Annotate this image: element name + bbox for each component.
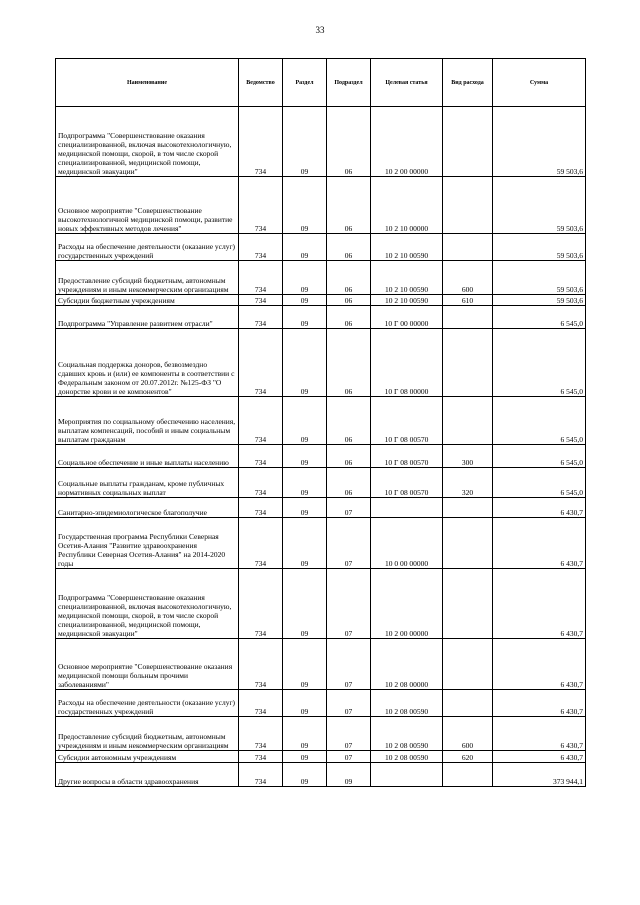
section-cell: 09 — [283, 518, 327, 569]
header-amount: Сумма — [493, 59, 586, 107]
amount-cell: 6 430,7 — [493, 518, 586, 569]
subsection-cell: 06 — [327, 177, 371, 234]
row-name-cell: Предоставление субсидий бюджетным, автономным учреждениям и иным некоммерческим организациям — [56, 261, 239, 295]
subsection-cell: 06 — [327, 306, 371, 329]
expense-type-cell — [443, 329, 493, 397]
department-cell: 734 — [239, 639, 283, 690]
header-name: Наименование — [56, 59, 239, 107]
department-cell: 734 — [239, 177, 283, 234]
department-cell: 734 — [239, 569, 283, 639]
table-row — [56, 690, 586, 717]
section-cell: 09 — [283, 569, 327, 639]
target-article-cell — [371, 498, 443, 518]
department-cell: 734 — [239, 261, 283, 295]
table-row — [56, 234, 586, 261]
section-cell: 09 — [283, 763, 327, 787]
table-row — [56, 445, 586, 468]
row-name-cell: Субсидии автономным учреждениям — [56, 751, 239, 763]
section-cell: 09 — [283, 498, 327, 518]
table-row — [56, 468, 586, 498]
department-cell: 734 — [239, 498, 283, 518]
department-cell: 734 — [239, 468, 283, 498]
table-row — [56, 518, 586, 569]
row-name-cell: Социальные выплаты гражданам, кроме публичных нормативных социальных выплат — [56, 468, 239, 498]
amount-cell: 6 545,0 — [493, 468, 586, 498]
expense-type-cell: 600 — [443, 717, 493, 751]
expense-type-cell — [443, 763, 493, 787]
expense-type-cell: 610 — [443, 295, 493, 306]
section-cell: 09 — [283, 329, 327, 397]
table-row — [56, 107, 586, 177]
target-article-cell: 10 Г 08 00570 — [371, 468, 443, 498]
row-name-cell: Подпрограмма "Управление развитием отрасли" — [56, 306, 239, 329]
target-article-cell: 10 Г 08 00000 — [371, 329, 443, 397]
row-name-cell: Санитарно-эпидемиологическое благополучие — [56, 498, 239, 518]
department-cell: 734 — [239, 717, 283, 751]
table-row — [56, 639, 586, 690]
section-cell: 09 — [283, 690, 327, 717]
subsection-cell: 09 — [327, 763, 371, 787]
header-department: Ведомство — [239, 59, 283, 107]
subsection-cell: 06 — [327, 234, 371, 261]
subsection-cell: 06 — [327, 445, 371, 468]
amount-cell: 59 503,6 — [493, 295, 586, 306]
amount-cell: 59 503,6 — [493, 261, 586, 295]
amount-cell: 6 430,7 — [493, 717, 586, 751]
amount-cell: 59 503,6 — [493, 234, 586, 261]
section-cell: 09 — [283, 751, 327, 763]
row-name-cell: Социальная поддержка доноров, безвозмездно сдавших кровь и (или) ее компоненты в соответствии с Федеральным законом от 20.07.2012г. №125-ФЗ "О донорстве крови и ее компонентов" — [56, 329, 239, 397]
expense-type-cell — [443, 569, 493, 639]
section-cell: 09 — [283, 107, 327, 177]
amount-cell: 6 545,0 — [493, 306, 586, 329]
subsection-cell: 07 — [327, 717, 371, 751]
expense-type-cell: 320 — [443, 468, 493, 498]
section-cell: 09 — [283, 717, 327, 751]
amount-cell: 6 430,7 — [493, 690, 586, 717]
subsection-cell: 06 — [327, 261, 371, 295]
table-row — [56, 177, 586, 234]
amount-cell: 59 503,6 — [493, 177, 586, 234]
row-name-cell: Расходы на обеспечение деятельности (оказание услуг) государственных учреждений — [56, 234, 239, 261]
table-row — [56, 498, 586, 518]
table-row — [56, 751, 586, 763]
subsection-cell: 06 — [327, 295, 371, 306]
target-article-cell: 10 Г 08 00570 — [371, 445, 443, 468]
amount-cell: 6 545,0 — [493, 397, 586, 445]
expense-type-cell — [443, 518, 493, 569]
amount-cell: 6 545,0 — [493, 445, 586, 468]
section-cell: 09 — [283, 639, 327, 690]
expense-type-cell — [443, 397, 493, 445]
subsection-cell: 06 — [327, 397, 371, 445]
section-cell: 09 — [283, 295, 327, 306]
table-row — [56, 717, 586, 751]
expense-type-cell — [443, 306, 493, 329]
amount-cell: 6 545,0 — [493, 329, 586, 397]
table-row — [56, 261, 586, 295]
row-name-cell: Субсидии бюджетным учреждениям — [56, 295, 239, 306]
subsection-cell: 07 — [327, 498, 371, 518]
page-number: 33 — [315, 25, 325, 35]
target-article-cell: 10 2 10 00590 — [371, 261, 443, 295]
subsection-cell: 06 — [327, 107, 371, 177]
department-cell: 734 — [239, 306, 283, 329]
amount-cell: 6 430,7 — [493, 639, 586, 690]
subsection-cell: 07 — [327, 690, 371, 717]
row-name-cell: Мероприятия по социальному обеспечению населения, выплатам компенсаций, пособий и иным социальным выплатам гражданам — [56, 397, 239, 445]
subsection-cell: 06 — [327, 468, 371, 498]
amount-cell: 373 944,1 — [493, 763, 586, 787]
department-cell: 734 — [239, 329, 283, 397]
table-header-row — [56, 59, 586, 107]
table-row — [56, 295, 586, 306]
table-row — [56, 329, 586, 397]
subsection-cell: 07 — [327, 751, 371, 763]
expense-type-cell — [443, 498, 493, 518]
amount-cell: 6 430,7 — [493, 498, 586, 518]
department-cell: 734 — [239, 690, 283, 717]
expense-type-cell — [443, 234, 493, 261]
target-article-cell: 10 2 00 00000 — [371, 107, 443, 177]
expense-type-cell — [443, 690, 493, 717]
target-article-cell: 10 2 10 00590 — [371, 234, 443, 261]
subsection-cell: 07 — [327, 569, 371, 639]
section-cell: 09 — [283, 445, 327, 468]
section-cell: 09 — [283, 234, 327, 261]
department-cell: 734 — [239, 107, 283, 177]
expense-type-cell — [443, 177, 493, 234]
row-name-cell: Основное мероприятие "Совершенствование оказания медицинской помощи больным прочими заболеваниями" — [56, 639, 239, 690]
department-cell: 734 — [239, 518, 283, 569]
header-subsection: Подраздел — [327, 59, 371, 107]
row-name-cell: Социальное обеспечение и иные выплаты населению — [56, 445, 239, 468]
row-name-cell: Государственная программа Республики Северная Осетия-Алания "Развитие здравоохранения Республики Северная Осетия-Алания" на 2014-2020 годы — [56, 518, 239, 569]
subsection-cell: 06 — [327, 329, 371, 397]
department-cell: 734 — [239, 397, 283, 445]
department-cell: 734 — [239, 295, 283, 306]
row-name-cell: Расходы на обеспечение деятельности (оказание услуг) государственных учреждений — [56, 690, 239, 717]
amount-cell: 59 503,6 — [493, 107, 586, 177]
expense-type-cell: 600 — [443, 261, 493, 295]
target-article-cell: 10 Г 08 00570 — [371, 397, 443, 445]
budget-table — [55, 58, 586, 787]
department-cell: 734 — [239, 751, 283, 763]
row-name-cell: Предоставление субсидий бюджетным, автономным учреждениям и иным некоммерческим организациям — [56, 717, 239, 751]
section-cell: 09 — [283, 468, 327, 498]
target-article-cell: 10 2 08 00590 — [371, 751, 443, 763]
row-name-cell: Основное мероприятие "Совершенствование высокотехнологичной медицинской помощи, развитие новых эффективных методов лечения" — [56, 177, 239, 234]
row-name-cell: Другие вопросы в области здравоохранения — [56, 763, 239, 787]
target-article-cell: 10 Г 00 00000 — [371, 306, 443, 329]
header-section: Раздел — [283, 59, 327, 107]
target-article-cell: 10 2 08 00590 — [371, 690, 443, 717]
department-cell: 734 — [239, 763, 283, 787]
department-cell: 734 — [239, 445, 283, 468]
section-cell: 09 — [283, 397, 327, 445]
section-cell: 09 — [283, 261, 327, 295]
target-article-cell: 10 0 00 00000 — [371, 518, 443, 569]
subsection-cell: 07 — [327, 639, 371, 690]
target-article-cell: 10 2 10 00000 — [371, 177, 443, 234]
table-row — [56, 569, 586, 639]
target-article-cell: 10 2 00 00000 — [371, 569, 443, 639]
section-cell: 09 — [283, 177, 327, 234]
amount-cell: 6 430,7 — [493, 569, 586, 639]
row-name-cell: Подпрограмма "Совершенствование оказания специализированной, включая высокотехнологичную, медицинской помощи, скорой, в том числе скорой специализированной, медицинской помощи, медицинской эвакуации" — [56, 569, 239, 639]
expense-type-cell — [443, 639, 493, 690]
header-target-article: Целевая статья — [371, 59, 443, 107]
target-article-cell: 10 2 08 00000 — [371, 639, 443, 690]
table-row — [56, 397, 586, 445]
expense-type-cell: 620 — [443, 751, 493, 763]
amount-cell: 6 430,7 — [493, 751, 586, 763]
target-article-cell — [371, 763, 443, 787]
row-name-cell: Подпрограмма "Совершенствование оказания специализированной, включая высокотехнологичную, медицинской помощи, скорой, в том числе скорой специализированной, медицинской помощи, медицинской эвакуации" — [56, 107, 239, 177]
target-article-cell: 10 2 10 00590 — [371, 295, 443, 306]
expense-type-cell — [443, 107, 493, 177]
section-cell: 09 — [283, 306, 327, 329]
expense-type-cell: 300 — [443, 445, 493, 468]
table-row — [56, 306, 586, 329]
subsection-cell: 07 — [327, 518, 371, 569]
target-article-cell: 10 2 08 00590 — [371, 717, 443, 751]
table-row — [56, 763, 586, 787]
department-cell: 734 — [239, 234, 283, 261]
header-expense-type: Вид расхода — [443, 59, 493, 107]
